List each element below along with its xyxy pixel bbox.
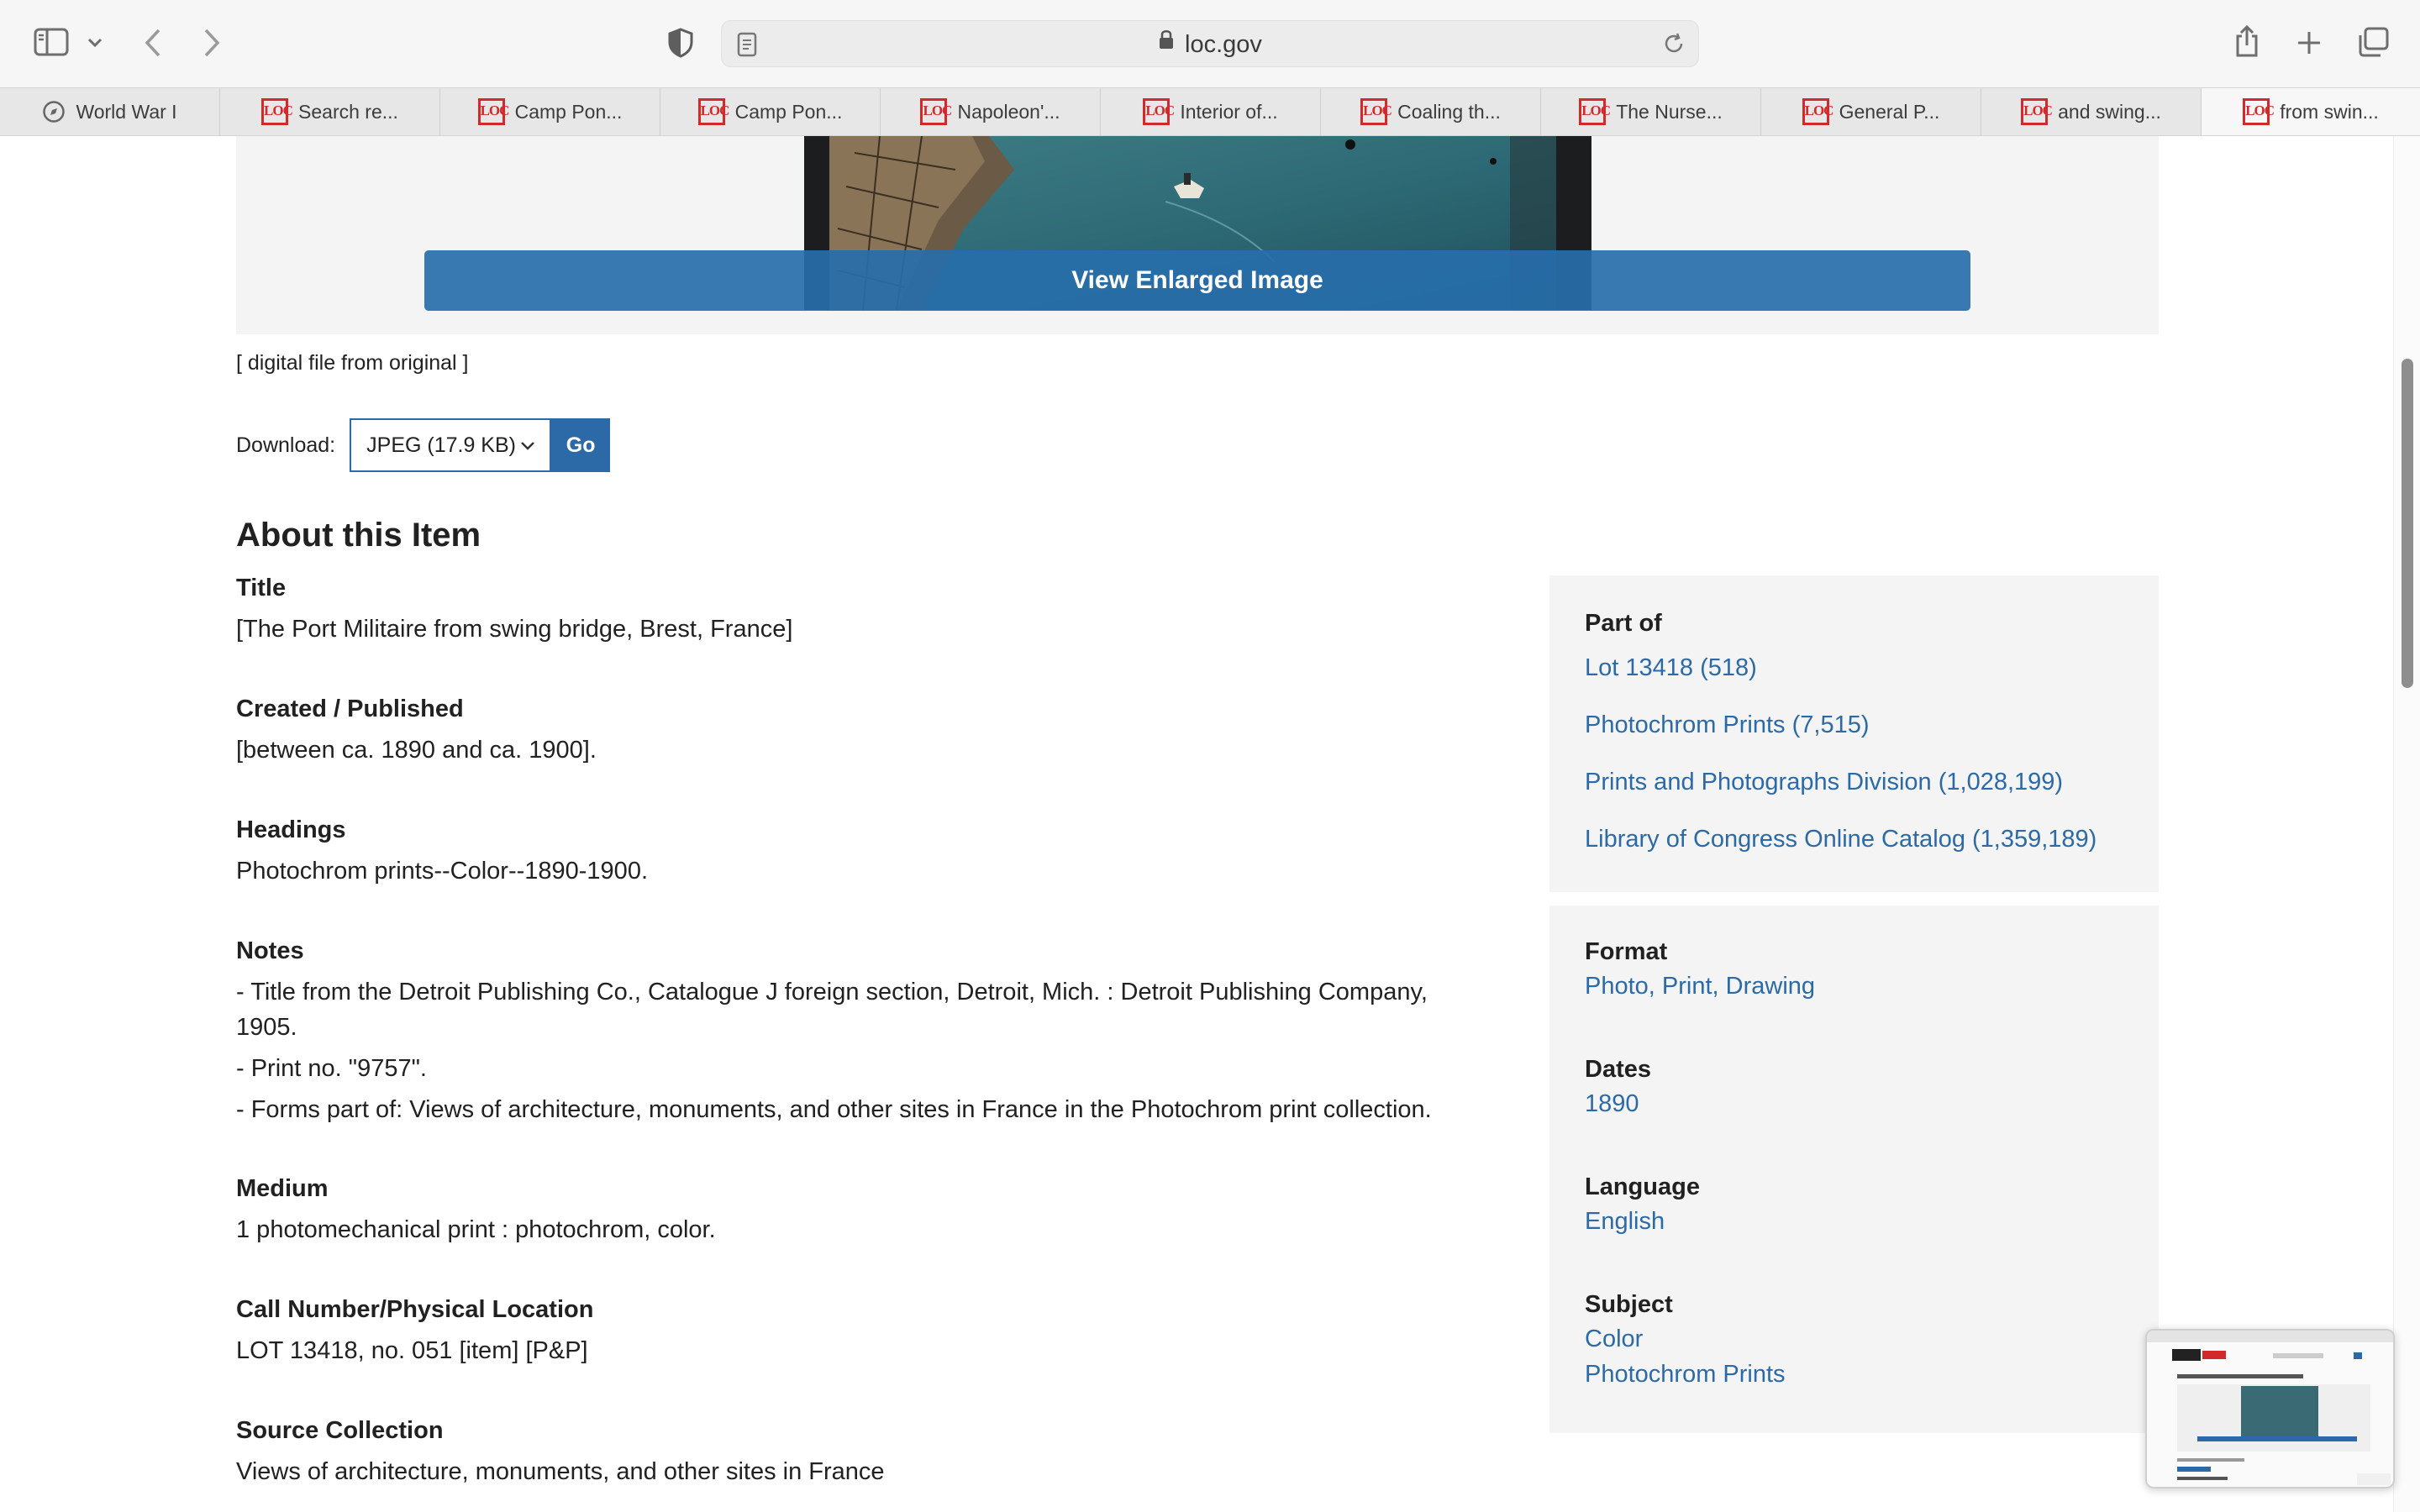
dates-group	[1585, 1053, 2139, 1121]
title-label: Title	[236, 575, 287, 601]
view-enlarged-image-button[interactable]: View Enlarged Image	[424, 250, 1970, 311]
compass-icon	[42, 100, 66, 123]
subject-link-photochrom[interactable]: Photochrom Prints	[1585, 1361, 1786, 1388]
part-of-link-prints-division[interactable]: Prints and Photographs Division (1,028,199)	[1585, 769, 2064, 795]
tab-search-results[interactable]	[220, 88, 440, 135]
tab-label: Interior of...	[1180, 100, 1278, 123]
tab-interior-of[interactable]	[1101, 88, 1321, 135]
call-number-value: LOT 13418, no. 051 [item] [P&P]	[236, 1337, 588, 1364]
source-collection-value: Views of architecture, monuments, and other sites in France	[236, 1458, 885, 1485]
back-arrow-icon[interactable]	[138, 25, 168, 60]
part-of-link-lot[interactable]: Lot 13418 (518)	[1585, 654, 1757, 681]
digital-file-note: [ digital file from original ]	[236, 351, 469, 375]
tab-label: and swing...	[2058, 100, 2161, 123]
tab-label: Camp Pon...	[734, 100, 843, 123]
reload-icon[interactable]	[1661, 31, 1686, 60]
notes-field	[236, 934, 1480, 1127]
part-of-link-photochrom[interactable]: Photochrom Prints (7,515)	[1585, 711, 1870, 738]
address-domain	[722, 21, 1698, 68]
tab-label: Camp Pon...	[514, 100, 623, 123]
headings-field	[236, 813, 1497, 889]
download-label: Download:	[236, 433, 336, 457]
part-of-link-online-catalog[interactable]: Library of Congress Online Catalog (1,359,189)	[1585, 826, 2097, 853]
privacy-shield-icon[interactable]	[664, 25, 697, 60]
tab-label: General P...	[1839, 100, 1940, 123]
tab-napoleon[interactable]	[881, 88, 1101, 135]
about-heading: About this Item	[236, 517, 481, 554]
page-scrollbar[interactable]	[2393, 136, 2420, 1512]
tab-label: World War I	[76, 100, 177, 123]
subject-link-color[interactable]: Color	[1585, 1326, 1644, 1352]
language-group	[1585, 1170, 2139, 1239]
lock-icon	[1158, 19, 1175, 66]
tab-and-swing[interactable]	[1981, 88, 2202, 135]
title-field	[236, 571, 1497, 647]
forward-arrow-icon[interactable]	[197, 25, 227, 60]
language-label: Language	[1585, 1173, 1700, 1200]
tab-world-war-i[interactable]	[0, 88, 220, 135]
note-item: - Forms part of: Views of architecture, monuments, and other sites in France in the Photochrom print collection.	[236, 1096, 1432, 1123]
download-go-button[interactable]: Go	[551, 418, 610, 472]
loc-icon: LOC	[1802, 98, 1829, 125]
tab-overview-icon[interactable]	[2354, 24, 2391, 60]
tab-camp-pontanezen-1[interactable]	[440, 88, 660, 135]
tab-coaling[interactable]	[1321, 88, 1541, 135]
call-number-label: Call Number/Physical Location	[236, 1296, 594, 1323]
scrollbar-thumb[interactable]	[2402, 359, 2413, 688]
tab-label: The Nurse...	[1616, 100, 1723, 123]
medium-value: 1 photomechanical print : photochrom, color.	[236, 1216, 716, 1243]
loc-icon: LOC	[1143, 98, 1170, 125]
sidebar-toggle-icon[interactable]	[30, 24, 72, 60]
tab-from-swing-active[interactable]	[2202, 88, 2420, 135]
format-label: Format	[1585, 938, 1668, 965]
loc-icon: LOC	[1579, 98, 1606, 125]
part-of-label: Part of	[1585, 610, 1662, 637]
new-tab-plus-icon[interactable]	[2292, 25, 2326, 60]
chevron-down-icon	[519, 435, 536, 463]
created-field	[236, 692, 1497, 768]
loc-icon: LOC	[698, 98, 725, 125]
tab-camp-pontanezen-2[interactable]	[660, 88, 881, 135]
subject-label: Subject	[1585, 1291, 1673, 1318]
chevron-down-icon[interactable]	[84, 30, 106, 55]
tab-label: Napoleon'...	[957, 100, 1060, 123]
note-item: - Print no. "9757".	[236, 1055, 427, 1082]
tab-the-nurse[interactable]	[1541, 88, 1761, 135]
loc-icon: LOC	[1360, 98, 1387, 125]
subject-group	[1585, 1288, 2139, 1392]
headings-label: Headings	[236, 816, 346, 843]
loc-icon: LOC	[920, 98, 947, 125]
loc-icon: LOC	[478, 98, 505, 125]
medium-label: Medium	[236, 1175, 329, 1202]
share-icon[interactable]	[2230, 22, 2264, 60]
download-format-value: JPEG (17.9 KB)	[366, 433, 516, 457]
language-link[interactable]: English	[1585, 1208, 1665, 1235]
tab-bar	[0, 87, 2420, 136]
created-value: [between ca. 1890 and ca. 1900].	[236, 737, 597, 764]
note-item: - Title from the Detroit Publishing Co., Catalogue J foreign section, Detroit, Mich. : Detroit Publishing Company, 1905.	[236, 979, 1428, 1041]
loc-icon: LOC	[261, 98, 288, 125]
headings-value: Photochrom prints--Color--1890-1900.	[236, 858, 648, 885]
loc-icon: LOC	[2243, 98, 2270, 125]
loc-icon: LOC	[2021, 98, 2048, 125]
tab-label: Coaling th...	[1397, 100, 1501, 123]
source-collection-label: Source Collection	[236, 1417, 444, 1444]
dates-link[interactable]: 1890	[1585, 1090, 1639, 1117]
tab-general-p[interactable]	[1761, 88, 1981, 135]
format-link[interactable]: Photo, Print, Drawing	[1585, 973, 1816, 1000]
title-value: [The Port Militaire from swing bridge, Brest, France]	[236, 616, 793, 643]
format-group	[1585, 935, 2139, 1004]
browser-toolbar	[0, 0, 2420, 87]
address-bar[interactable]	[721, 20, 1699, 67]
source-collection-field	[236, 1414, 1497, 1489]
download-format-select[interactable]	[350, 418, 551, 472]
dates-label: Dates	[1585, 1056, 1651, 1083]
created-label: Created / Published	[236, 696, 464, 722]
download-row	[236, 418, 610, 472]
tab-label: from swin...	[2280, 100, 2379, 123]
call-number-field	[236, 1293, 1497, 1368]
part-of-group	[1585, 606, 2139, 857]
screenshot-thumbnail[interactable]	[2145, 1329, 2395, 1488]
tab-label: Search re...	[298, 100, 398, 123]
notes-list	[236, 974, 1480, 1127]
medium-field	[236, 1172, 1497, 1247]
notes-label: Notes	[236, 937, 304, 964]
address-text: loc.gov	[1185, 31, 1262, 58]
